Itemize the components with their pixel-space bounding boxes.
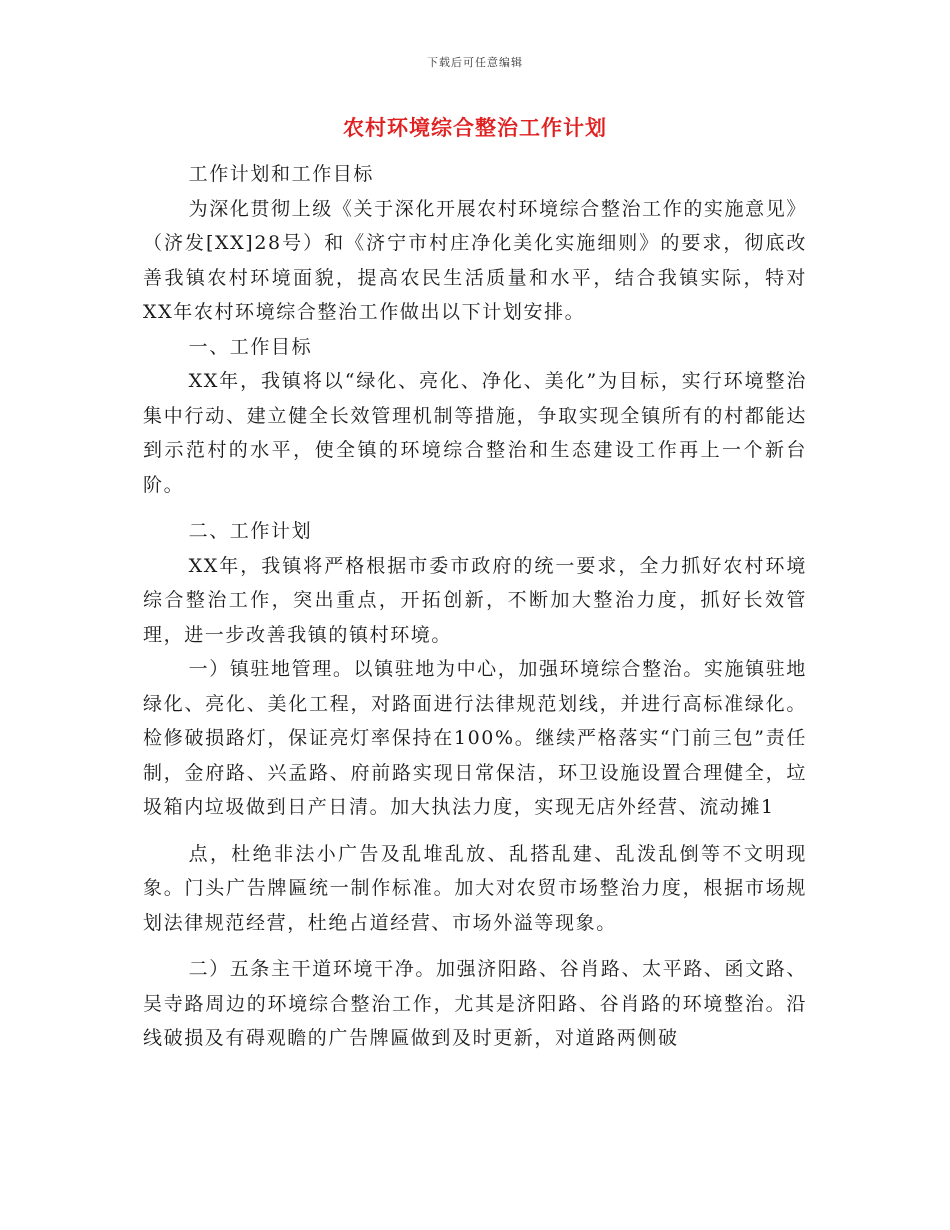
paragraph-plan: XX年，我镇将严格根据市委市政府的统一要求，全力抓好农村环境综合整治工作，突出重点，开拓创新，不断加大整治力度，抓好长效管理，进一步改善我镇的镇村环境。 xyxy=(143,554,807,646)
document-body xyxy=(143,157,807,1056)
paragraph-town-management: 一）镇驻地管理。以镇驻地为中心，加强环境综合整治。实施镇驻地绿化、亮化、美化工程，对路面进行法律规范划线，并进行高标准绿化。检修破损路灯，保证亮灯率保持在100%。继续严格落实“门前三包”责任制，金府路、兴孟路、府前路实现日常保洁，环卫设施设置合理健全，垃圾箱内垃圾做到日产日清。加大执法力度，实现无店外经营、流动摊1 xyxy=(143,658,807,818)
paragraph-goals: XX年，我镇将以“绿化、亮化、净化、美化”为目标，实行环境整治集中行动、建立健全长效管理机制等措施，争取实现全镇所有的村都能达到示范村的水平，使全镇的环境综合整治和生态建设工作再上一个新台阶。 xyxy=(143,370,807,496)
heading-work-plan: 二、工作计划 xyxy=(188,520,313,542)
paragraph-intro: 为深化贯彻上级《关于深化开展农村环境综合整治工作的实施意见》（济发[XX]28号）和《济宁市村庄净化美化实施细则》的要求，彻底改善我镇农村环境面貌，提高农民生活质量和水平，结合我镇实际，特对XX年农村环境综合整治工作做出以下计划安排。 xyxy=(143,197,807,323)
download-note: 下载后可任意编辑 xyxy=(427,56,523,69)
heading-work-goals: 一、工作目标 xyxy=(188,335,313,358)
paragraph-subtitle: 工作计划和工作目标 xyxy=(188,163,374,185)
document-title: 农村环境综合整治工作计划 xyxy=(343,115,607,140)
paragraph-town-management-cont: 点，杜绝非法小广告及乱堆乱放、乱搭乱建、乱泼乱倒等不文明现象。门头广告牌匾统一制作标准。加大对农贸市场整治力度，根据市场规划法律规范经营，杜绝占道经营、市场外溢等现象。 xyxy=(143,842,807,934)
paragraph-main-roads: 二）五条主干道环境干净。加强济阳路、谷肖路、太平路、函文路、吴寺路周边的环境综合整治工作，尤其是济阳路、谷肖路的环境整治。沿线破损及有碍观瞻的广告牌匾做到及时更新，对道路两侧破 xyxy=(143,958,807,1049)
